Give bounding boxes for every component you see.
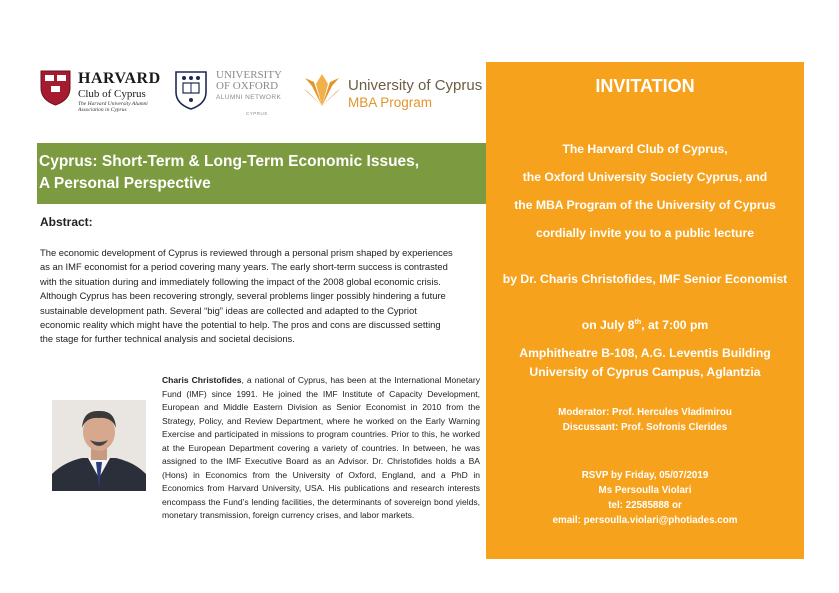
abstract-line: as an IMF economist for a period covering many years. The early short-term success is contrasted [40, 261, 448, 273]
abstract-text [40, 246, 487, 347]
oxford-line-1: UNIVERSITY [216, 69, 282, 81]
oxford-cyprus: CYPRUS [246, 111, 268, 116]
harvard-subtitle: Club of Cyprus [78, 88, 146, 100]
discussant: Discussant: Prof. Sofronis Clerides [562, 422, 728, 433]
date-line [486, 318, 804, 332]
contact-name: Ms Persoulla Violari [598, 485, 692, 496]
abstract-line: the stage for further technical analysis and societal decisions. [40, 333, 295, 345]
abstract-line: The economic development of Cyprus is reviewed through a personal prism shaped by experiences [40, 247, 453, 258]
ucy-emblem-icon [302, 72, 342, 108]
abstract-line: Although Cyprus has been recovering strongly, several problems linger possibly hindering a future [40, 290, 446, 302]
speaker-line: by Dr. Charis Christofides, IMF Senior Economist [502, 272, 788, 286]
invite-line: cordially invite you to a public lecture [535, 226, 755, 240]
abstract-heading: Abstract: [40, 215, 93, 229]
harvard-tagline: The Harvard University Alumni Association in Cyprus [78, 101, 148, 113]
speaker-bio-text: , a national of Cyprus, has been at the International Monetary Fund (IMF) since 1991. He joined the IMF Institute of Capacity Development, European and Middle Eastern Division as Senior Economist in 2010 from the Strategy, Policy, and Review Department, where he worked on the Early Warning Exercise and participated in missions to program countries. Prior to this, he worked at the European Department covering a variety of countries. In between, he was assigned to the IMF Executive Board as an Advisor. Dr. Christofides holds a BA (Hons) in Economics from the University of Oxford, England, and a PhD in Economics from Harvard University, USA. His publications and research interests encompass the Fund’s lending facilities, the determinants of sovereign bond yields, monetary transmission, foreign currency crises, and labor markets. [162, 375, 480, 520]
hosts-line-2: the Oxford University Society Cyprus, and [522, 170, 768, 184]
invitation-heading: INVITATION [595, 76, 695, 96]
abstract-line: economic reality which might have the potential to help. The pros and cons are discussed setting [40, 319, 441, 331]
oxford-line-2: OF OXFORD [216, 80, 279, 92]
rsvp: RSVP by Friday, 05/07/2019 [581, 470, 709, 481]
abstract-line: sustainable development path. Several “big” ideas are collected and adapted to the Cypriot [40, 304, 417, 316]
harvard-name: HARVARD [78, 70, 161, 87]
oxford-crest-icon [174, 70, 208, 110]
contact-email: email: persoulla.violari@photiades.com [552, 515, 738, 526]
oxford-alumni-network: ALUMNI NETWORK [216, 94, 282, 101]
hosts-line-3: the MBA Program of the University of Cyprus [514, 198, 776, 212]
moderator: Moderator: Prof. Hercules Vladimirou [558, 407, 732, 418]
abstract-line: with the situation during and immediately following the impact of the 2008 global economic crisis. [40, 275, 441, 287]
lecture-title-line-2: A Personal Perspective [39, 175, 211, 192]
ucy-name: University of Cyprus [348, 77, 483, 94]
speaker-photo [52, 400, 146, 491]
lecture-title-line-1: Cyprus: Short-Term & Long-Term Economic Issues, [39, 153, 420, 170]
speaker-name: Charis Christofides [162, 375, 242, 385]
hosts-line-1: The Harvard Club of Cyprus, [562, 142, 728, 156]
speaker-bio [162, 374, 480, 523]
contact-tel: tel: 22585888 or [608, 500, 682, 511]
lecture-title [39, 151, 419, 195]
harvard-shield-icon [40, 70, 71, 106]
venue-line-2: University of Cyprus Campus, Aglantzia [529, 365, 761, 379]
lecture-title-banner [37, 143, 488, 204]
date-text: on July 8 [581, 318, 635, 332]
venue-line-1: Amphitheatre B-108, A.G. Leventis Building [519, 346, 771, 360]
time-text: , at 7:00 pm [641, 318, 709, 332]
oxford-name [216, 70, 282, 92]
ucy-mba: MBA Program [348, 95, 433, 110]
logo-row [40, 68, 485, 126]
date-suffix: th [634, 318, 642, 326]
invitation-panel [486, 62, 804, 559]
